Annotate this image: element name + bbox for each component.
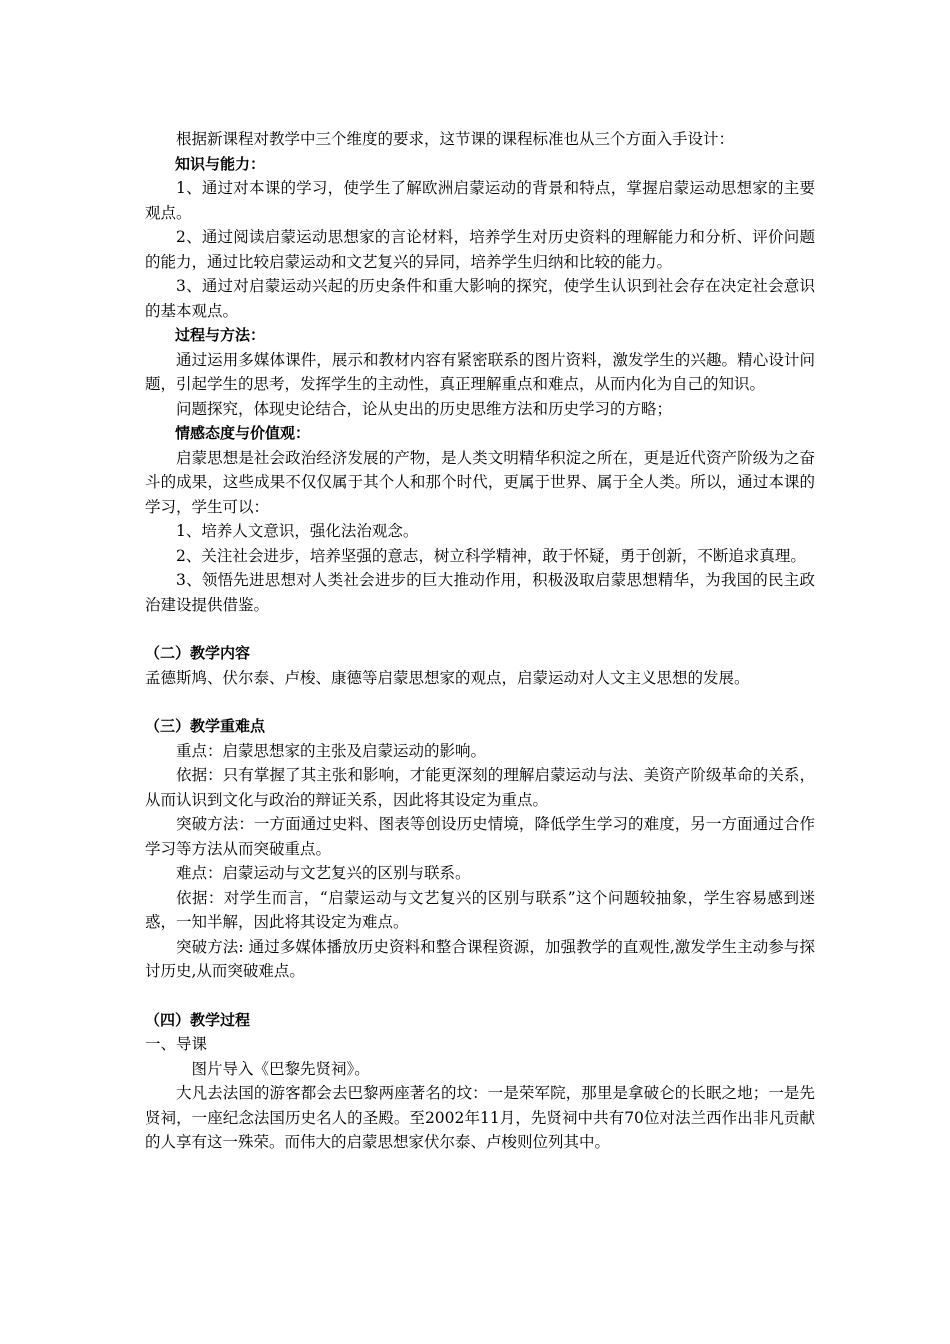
knowledge-item: 1、通过对本课的学习，使学生了解欧洲启蒙运动的背景和特点，掌握启蒙运动思想家的主要观点。 <box>145 179 815 222</box>
keypoint-item: 突破方法: 通过多媒体播放历史资料和整合课程资源，加强教学的直观性,激发学生主动参与探讨历史,从而突破难点。 <box>145 937 815 980</box>
keypoint-item: 突破方法：一方面通过史料、图表等创设历史情境，降低学生学习的难度，另一方面通过合作学习等方法从而突破重点。 <box>145 815 815 858</box>
document-body <box>145 127 815 1155</box>
keypoint-item: 重点：启蒙思想家的主张及启蒙运动的影响。 <box>176 741 487 760</box>
emotion-heading: 情感态度与价值观： <box>175 424 311 442</box>
spacer <box>145 617 815 641</box>
section-heading-content: （二）教学内容 <box>145 644 251 662</box>
image-intro-line: 图片导入《巴黎先贤祠》。 <box>191 1059 370 1078</box>
procedure-subheading: 一、导课 <box>145 1035 208 1053</box>
emotion-item: 启蒙思想是社会政治经济发展的产物，是人类文明精华积淀之所在，更是近代资产阶级为之奋斗的成果，这些成果不仅仅属于其个人和那个时代，更属于世界、属于全人类。所以，通过本课的学习，学生可以： <box>145 448 815 516</box>
keypoint-item: 难点：启蒙运动与文艺复兴的区别与联系。 <box>176 864 471 882</box>
process-heading: 过程与方法： <box>175 326 266 344</box>
knowledge-item: 3、通过对启蒙运动兴起的历史条件和重大影响的探究，使学生认识到社会存在决定社会意识的基本观点。 <box>145 277 815 320</box>
content-paragraph: 孟德斯鸠、伏尔泰、卢梭、康德等启蒙思想家的观点，启蒙运动对人文主义思想的发展。 <box>145 668 750 687</box>
procedure-paragraph: 大凡去法国的游客都会去巴黎两座著名的坟：一是荣军院，那里是拿破仑的长眠之地；一是先贤祠，一座纪念法国历史名人的圣殿。至2002年11月，先贤祠中共有70位对法兰西作出非凡贡献的人享有这一殊荣。而伟大的启蒙思想家伏尔泰、卢梭则位列其中。 <box>145 1084 815 1151</box>
emotion-item: 3、领悟先进思想对人类社会进步的巨大推动作用，积极汲取启蒙思想精华，为我国的民主政治建设提供借鉴。 <box>145 571 815 614</box>
intro-paragraph: 根据新课程对教学中三个维度的要求，这节课的课程标准也从三个方面入手设计： <box>176 130 735 148</box>
process-item: 通过运用多媒体课件，展示和教材内容有紧密联系的图片资料，激发学生的兴趣。精心设计问题，引起学生的思考，发挥学生的主动性，真正理解重点和难点，从而内化为自己的知识。 <box>145 350 815 393</box>
emotion-item: 1、培养人文意识，强化法治观念。 <box>176 522 419 540</box>
spacer <box>145 690 815 714</box>
knowledge-heading: 知识与能力： <box>175 154 266 173</box>
section-heading-procedure: （四）教学过程 <box>145 1010 251 1029</box>
emotion-item: 2、关注社会进步，培养坚强的意志，树立科学精神，敢于怀疑，勇于创新，不断追求真理。 <box>176 546 806 565</box>
knowledge-item: 2、通过阅读启蒙运动思想家的言论材料，培养学生对历史资料的理解能力和分析、评价问题的能力，通过比较启蒙运动和文艺复兴的异同，培养学生归纳和比较的能力。 <box>145 228 815 271</box>
keypoint-item: 依据：只有掌握了其主张和影响，才能更深刻的理解启蒙运动与法、美资产阶级革命的关系，从而认识到文化与政治的辩证关系，因此将其设定为重点。 <box>145 766 815 809</box>
keypoint-item: 依据：对学生而言，“启蒙运动与文艺复兴的区别与联系”这个问题较抽象，学生容易感到迷惑，一知半解，因此将其设定为难点。 <box>145 888 815 931</box>
spacer <box>145 984 815 1008</box>
process-item: 问题探究，体现史论结合，论从史出的历史思维方法和历史学习的方略； <box>176 399 673 418</box>
section-heading-keypoints: （三）教学重难点 <box>145 717 266 735</box>
